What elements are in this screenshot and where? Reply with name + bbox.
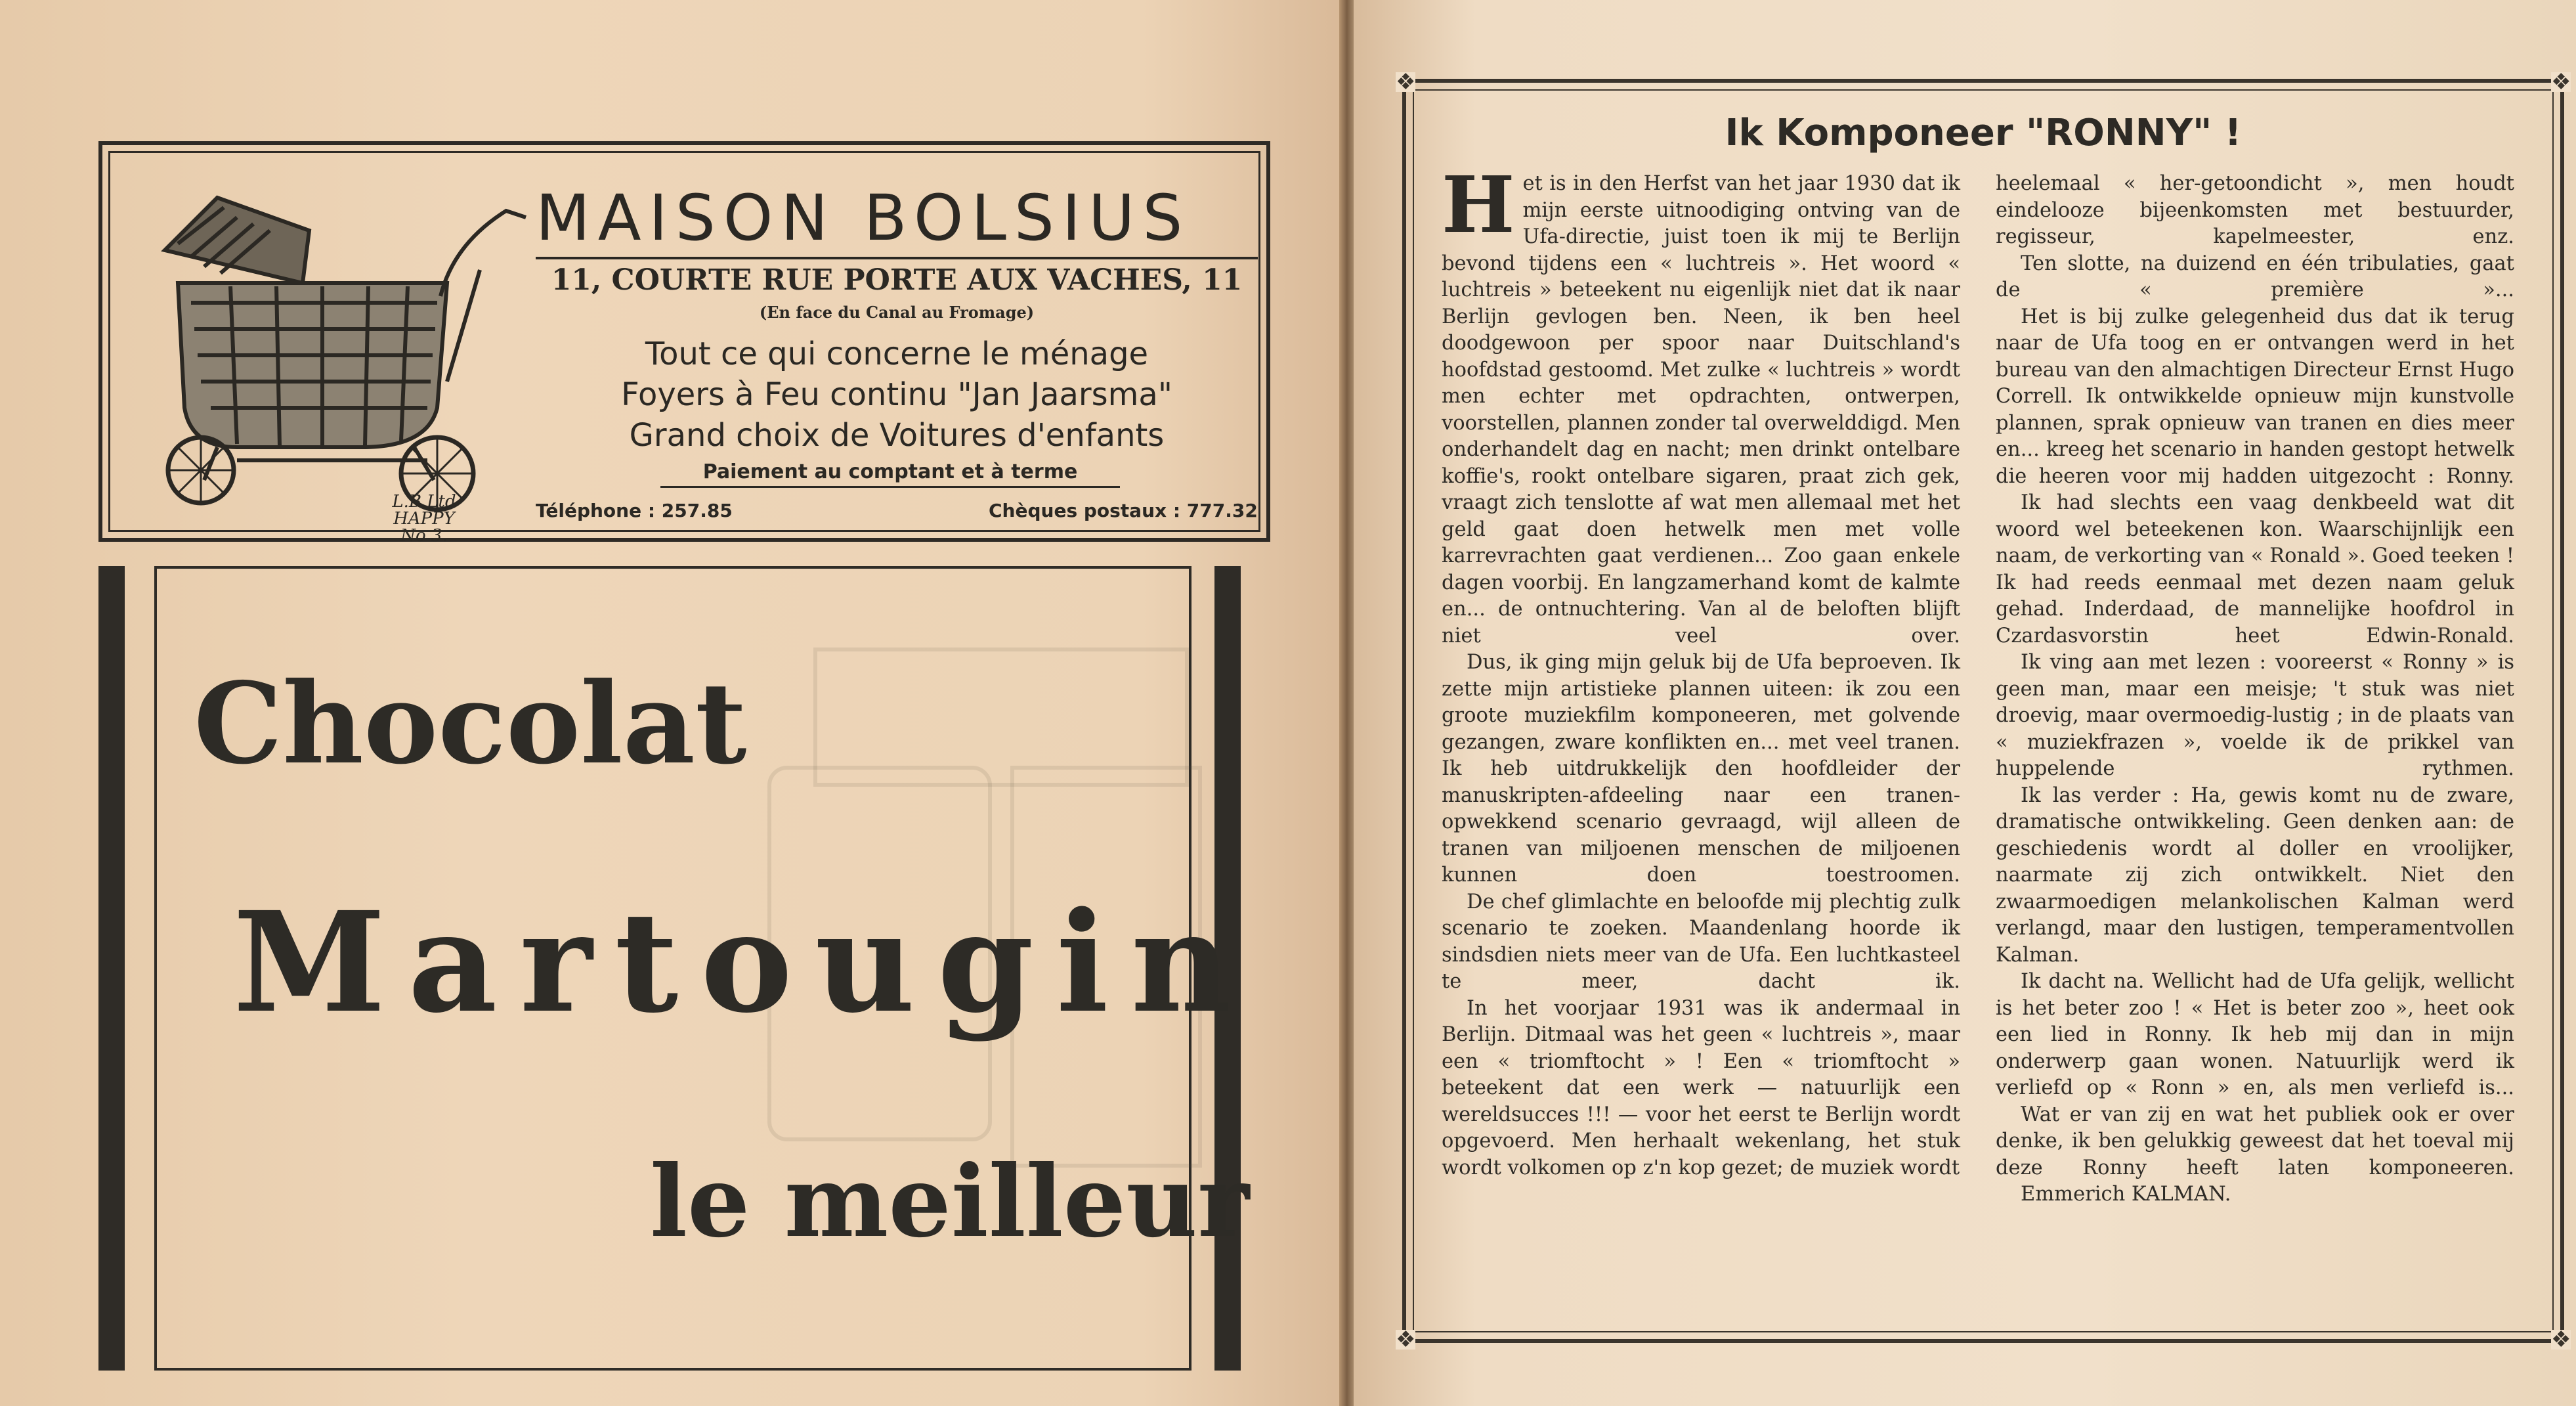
article-paragraph: heelemaal « her-getoondicht », men houdt eindelooze bijeenkomsten met bestuurder, regisseur, kapelmeester, enz. (1996, 172, 2514, 248)
bolsius-address: 11, COURTE RUE PORTE AUX VACHES, 11 (551, 263, 1243, 297)
martougin-word: Martougin (233, 881, 1254, 1044)
article-paragraph: Wat er van zij en wat het publiek ook er over denke, ik ben gelukkig geweest dat het toeval mij deze Ronny heeft laten komponeeren. (1996, 1103, 2514, 1179)
article-paragraph: Het is bij zulke gelegenheid dus dat ik terug naar de Ufa toog en er ontvangen werd in het bureau van den almachtigen Directeur Ernst Hugo Correll. Ik ontwikkelde opnieuw mijn kunstvolle plannen, sprak opnieuw van tranen en dies meer en... kreeg het scenario in handen gestopt hetwelk die heeren voor mij hadden uitgezocht : Ronny. (1996, 305, 2514, 488)
bolsius-advertisement (98, 141, 1270, 546)
pram-maker-mark: L.B.Ltd HAPPY No 3. (392, 492, 456, 546)
article-signature: Emmerich KALMAN. (2021, 1183, 2231, 1206)
article-left-column (1442, 159, 1960, 1181)
article-paragraph: Ik dacht na. Wellicht had de Ufa gelijk, wellicht is het beter zoo ! « Het is beter zoo », heet ook een lied in Ronny. Ik heb mij dan in mijn onderwerp gaan wonen. Natuurlijk werd ik verliefd op « Ronn » en, als men verliefd is... (1996, 970, 2514, 1099)
article-paragraph: In het voorjaar 1931 was ik andermaal in Berlijn. Ditmaal was het geen « luchtreis », maar een « triomftocht » ! Een « triomftocht » beteekent dat een werk — natuurlijk een wereldsucces !!! — voor het eerst te Berlijn wordt opgevoerd. Men herhaalt wekenlang, het stuk wordt volkomen op z'n kop gezet; de muziek wordt (1442, 996, 1960, 1179)
bolsius-telephone: Téléphone : 257.85 (536, 500, 733, 521)
bolsius-line-household: Tout ce qui concerne le ménage (645, 336, 1149, 372)
drop-cap: H (1442, 159, 1515, 250)
title-rule (536, 257, 1258, 259)
pram-illustration (139, 171, 546, 513)
le-meilleur-word: le meilleur (650, 1144, 1250, 1260)
bolsius-payment-terms: Paiement au comptant et à terme (660, 460, 1120, 488)
corner-ornament-top-right: ❖ (2551, 69, 2571, 95)
bolsius-title: MAISON BOLSIUS (536, 181, 1191, 255)
article-paragraph: Ik ving aan met lezen : vooreerst « Ronny » is geen man, maar een meisje; 't stuk was niet droevig, maar overmoedig-lustig ; in de plaats van « muziekfrazen », voelde ik de prikkel van huppelende rythmen. (1996, 651, 2514, 780)
bolsius-location-note: (En face du Canal au Fromage) (759, 303, 1035, 322)
left-border-bar (98, 566, 125, 1371)
article-paragraph: Dus, ik ging mijn geluk bij de Ufa beproeven. Ik zette mijn artistieke plannen uiteen: ik zou een groote muziekfilm komponeeren, met golvende gezangen, zware konflikten en... met veel tranen. Ik heb uitdrukkelijk den hoofdleider der manuskripten-afdeeling naar een tranen-opwekkend scenario gevraagd, wijl alleen de tranen van miljoenen menschen de miljoenen kunnen doen toestroomen. (1442, 651, 1960, 887)
article-paragraph: Ik las verder : Ha, gewis komt nu de zware, dramatische ontwikkeling. Geen denken aan: de geschiedenis wordt al doller en vroolijker, naarmate zij zich ontwikkelt. Niet den zwaarmoedigen melankolischen Kalman werd verlangd, maar den lustigen, temperamentvollen Kalman. (1996, 783, 2514, 967)
corner-ornament-bottom-left: ❖ (1396, 1327, 1416, 1353)
bolsius-line-stoves: Foyers à Feu continu "Jan Jaarsma" (621, 376, 1172, 413)
corner-ornament-bottom-right: ❖ (2551, 1327, 2571, 1353)
chocolat-advertisement (98, 566, 1270, 1371)
article-paragraph: Ten slotte, na duizend en één tribulaties, gaat de « première »... (1996, 252, 2514, 301)
article-title: Ik Komponeer "RONNY" ! (1725, 112, 2242, 154)
chocolat-word: Chocolat (194, 658, 747, 789)
article-paragraph: Het is in den Herfst van het jaar 1930 dat ik mijn eerste uitnoodiging ontving van de Ufa-directie, juist toen ik mij te Berlijn bevond tijdens een « luchtreis ». Het woord « luchtreis » beteekent nu eigenlijk niet dat ik naar Berlijn gevlogen ben. Neen, ik ben heel doodgewoon per spoor naar Duitschland's hoofdstad gestoomd. Met zulke « luchtreis » wordt men echter met opdrachten, ontwerpen, voorstellen, plannen zonder tal overwelddigd. Men onderhandelt dag en nacht; men drinkt ontelbare koffie's, rookt ontelbare sigaren, praat zich gek, vraagt zich tenslotte af wat men allemaal met het geld gaat doen hetwelk men met volle karrevrachten gaat verdienen... Zoo gaan enkele dagen voorbij. En langzamerhand komt de kalmte en... de ontnuchtering. Van al de beloften blijft niet veel over. (1442, 159, 1960, 648)
corner-ornament-top-left: ❖ (1396, 69, 1416, 95)
article-paragraph: Ik had slechts een vaag denkbeeld wat dit woord wel beteekenen kon. Waarschijnlijk een naam, de verkorting van « Ronald ». Goed teeken ! Ik had reeds eenmaal met dezen naam geluk gehad. Inderdaad, de mannelijke hoofdrol in Czardasvorstin heet Edwin-Ronald. (1996, 491, 2514, 648)
bolsius-cheques: Chèques postaux : 777.32 (989, 500, 1258, 521)
bolsius-line-prams: Grand choix de Voitures d'enfants (629, 417, 1165, 454)
article-paragraph: De chef glimlachte en beloofde mij plechtig zulk scenario te zoeken. Maandenlang hoorde ik sindsdien niets meer van de Ufa. Een luchtkasteel te meer, dacht ik. (1442, 890, 1960, 993)
article-right-column (1996, 171, 2514, 1208)
